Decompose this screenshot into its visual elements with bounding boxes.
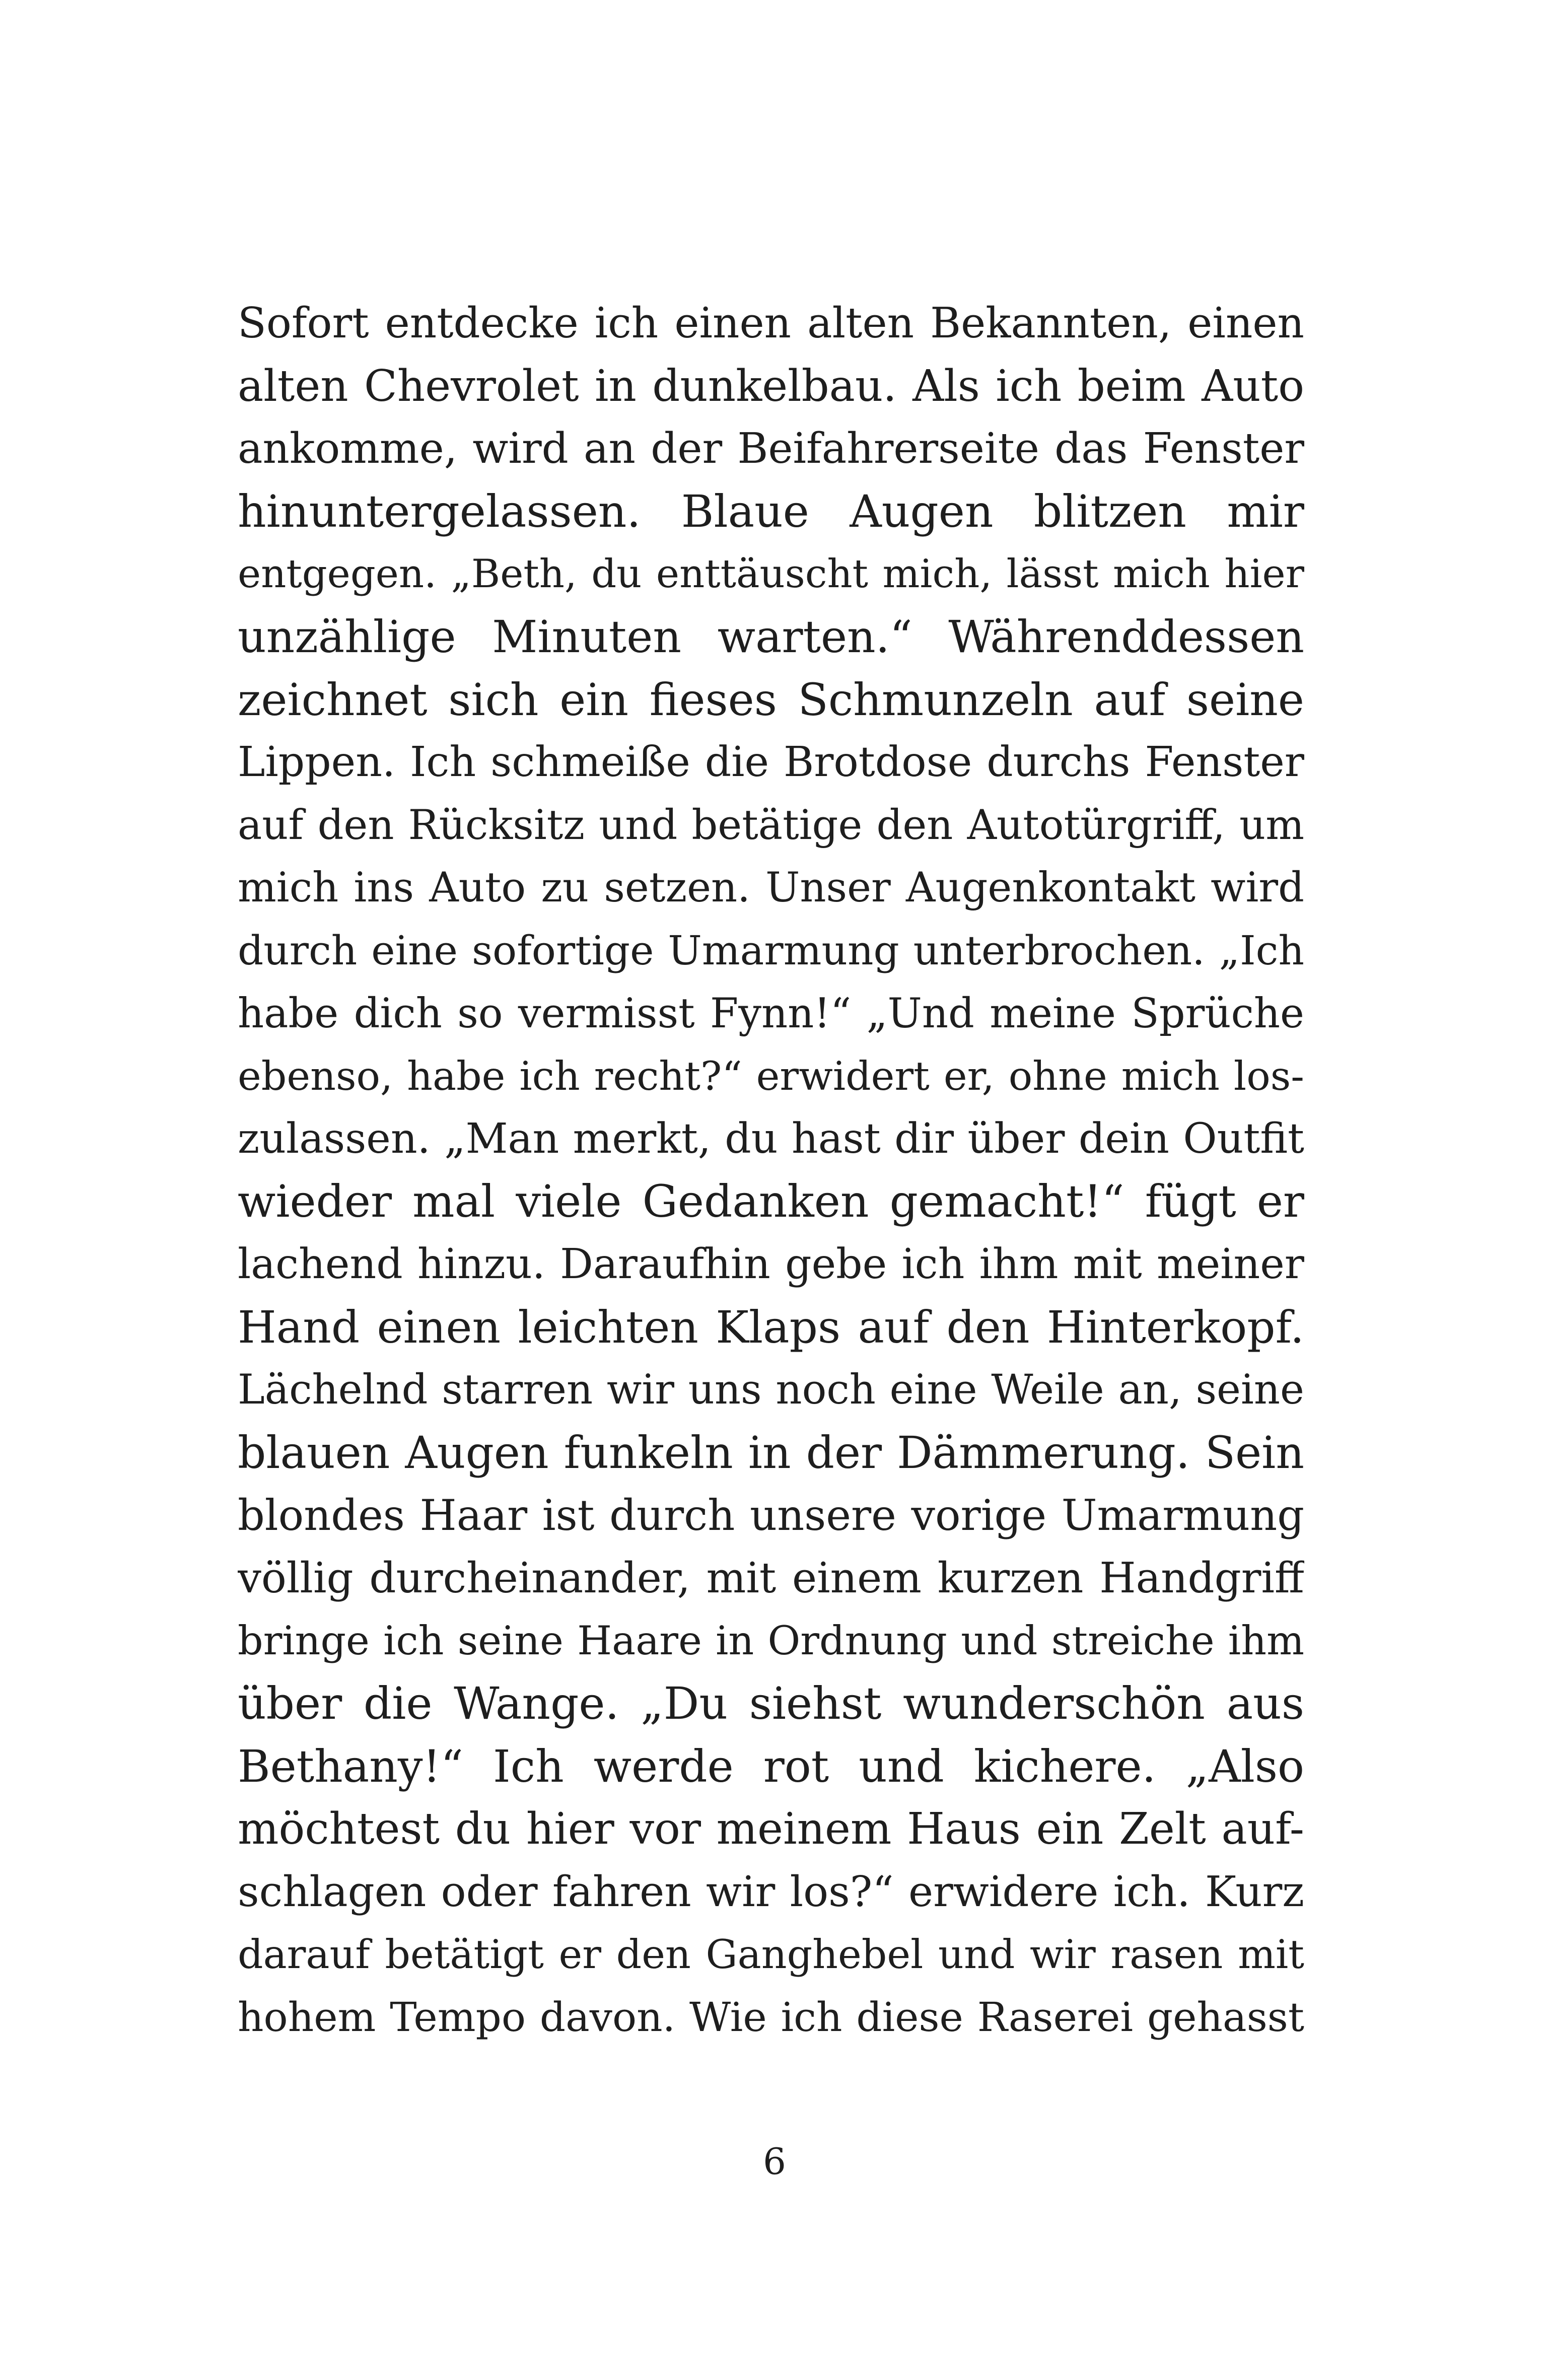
text-line: mich ins Auto zu setzen. Unser Augenkontakt wird bbox=[238, 864, 1304, 912]
text-line: wieder mal viele Gedanken gemacht!“ fügt er bbox=[238, 1175, 1304, 1228]
text-line: zeichnet sich ein fieses Schmunzeln auf seine bbox=[238, 673, 1304, 726]
text-line: hinuntergelassen. Blaue Augen blitzen mir bbox=[238, 485, 1304, 537]
text-line: Bethany!“ Ich werde rot und kichere. „Also bbox=[238, 1740, 1304, 1792]
text-line: hohem Tempo davon. Wie ich diese Raserei gehasst bbox=[238, 1994, 1304, 2041]
text-line: entgegen. „Beth, du enttäuscht mich, lässt mich hier bbox=[238, 551, 1304, 597]
text-line: möchtest du hier vor meinem Haus ein Zelt auf- bbox=[238, 1804, 1304, 1855]
text-line: darauf betätigt er den Ganghebel und wir rasen mit bbox=[238, 1931, 1304, 1978]
text-line: bringe ich seine Haare in Ordnung und streiche ihm bbox=[238, 1618, 1304, 1664]
text-line: zulassen. „Man merkt, du hast dir über dein Outfit bbox=[238, 1114, 1304, 1163]
body-text bbox=[238, 292, 1304, 2049]
text-line: Sofort entdecke ich einen alten Bekannten, einen bbox=[238, 299, 1304, 347]
text-line: über die Wange. „Du siehst wunderschön aus bbox=[238, 1677, 1304, 1730]
text-line: schlagen oder fahren wir los?“ erwidere ich. Kurz bbox=[238, 1867, 1304, 1916]
text-line: unzählige Minuten warten.“ Währenddessen bbox=[238, 610, 1304, 663]
text-line: lachend hinzu. Daraufhin gebe ich ihm mit meiner bbox=[238, 1240, 1304, 1288]
text-line: Hand einen leichten Klaps auf den Hinterkopf. bbox=[238, 1301, 1304, 1353]
text-line: blauen Augen funkeln in der Dämmerung. Sein bbox=[238, 1426, 1304, 1479]
text-line: alten Chevrolet in dunkelbau. Als ich beim Auto bbox=[238, 361, 1304, 411]
page-number: 6 bbox=[763, 2140, 786, 2183]
text-line: durch eine sofortige Umarmung unterbrochen. „Ich bbox=[238, 927, 1304, 974]
text-line: auf den Rücksitz und betätige den Autotürgriff, um bbox=[238, 801, 1304, 849]
text-line: völlig durcheinander, mit einem kurzen Handgriff bbox=[238, 1553, 1304, 1602]
text-line: ebenso, habe ich recht?“ erwidert er, ohne mich los- bbox=[238, 1053, 1304, 1100]
text-line: blondes Haar ist durch unsere vorige Umarmung bbox=[238, 1491, 1304, 1541]
text-line: Lippen. Ich schmeiße die Brotdose durchs Fenster bbox=[238, 738, 1304, 787]
text-line: Lächelnd starren wir uns noch eine Weile an, seine bbox=[238, 1366, 1304, 1414]
text-line: ankomme, wird an der Beifahrerseite das Fenster bbox=[238, 424, 1304, 473]
text-line: habe dich so vermisst Fynn!“ „Und meine Sprüche bbox=[238, 990, 1304, 1037]
